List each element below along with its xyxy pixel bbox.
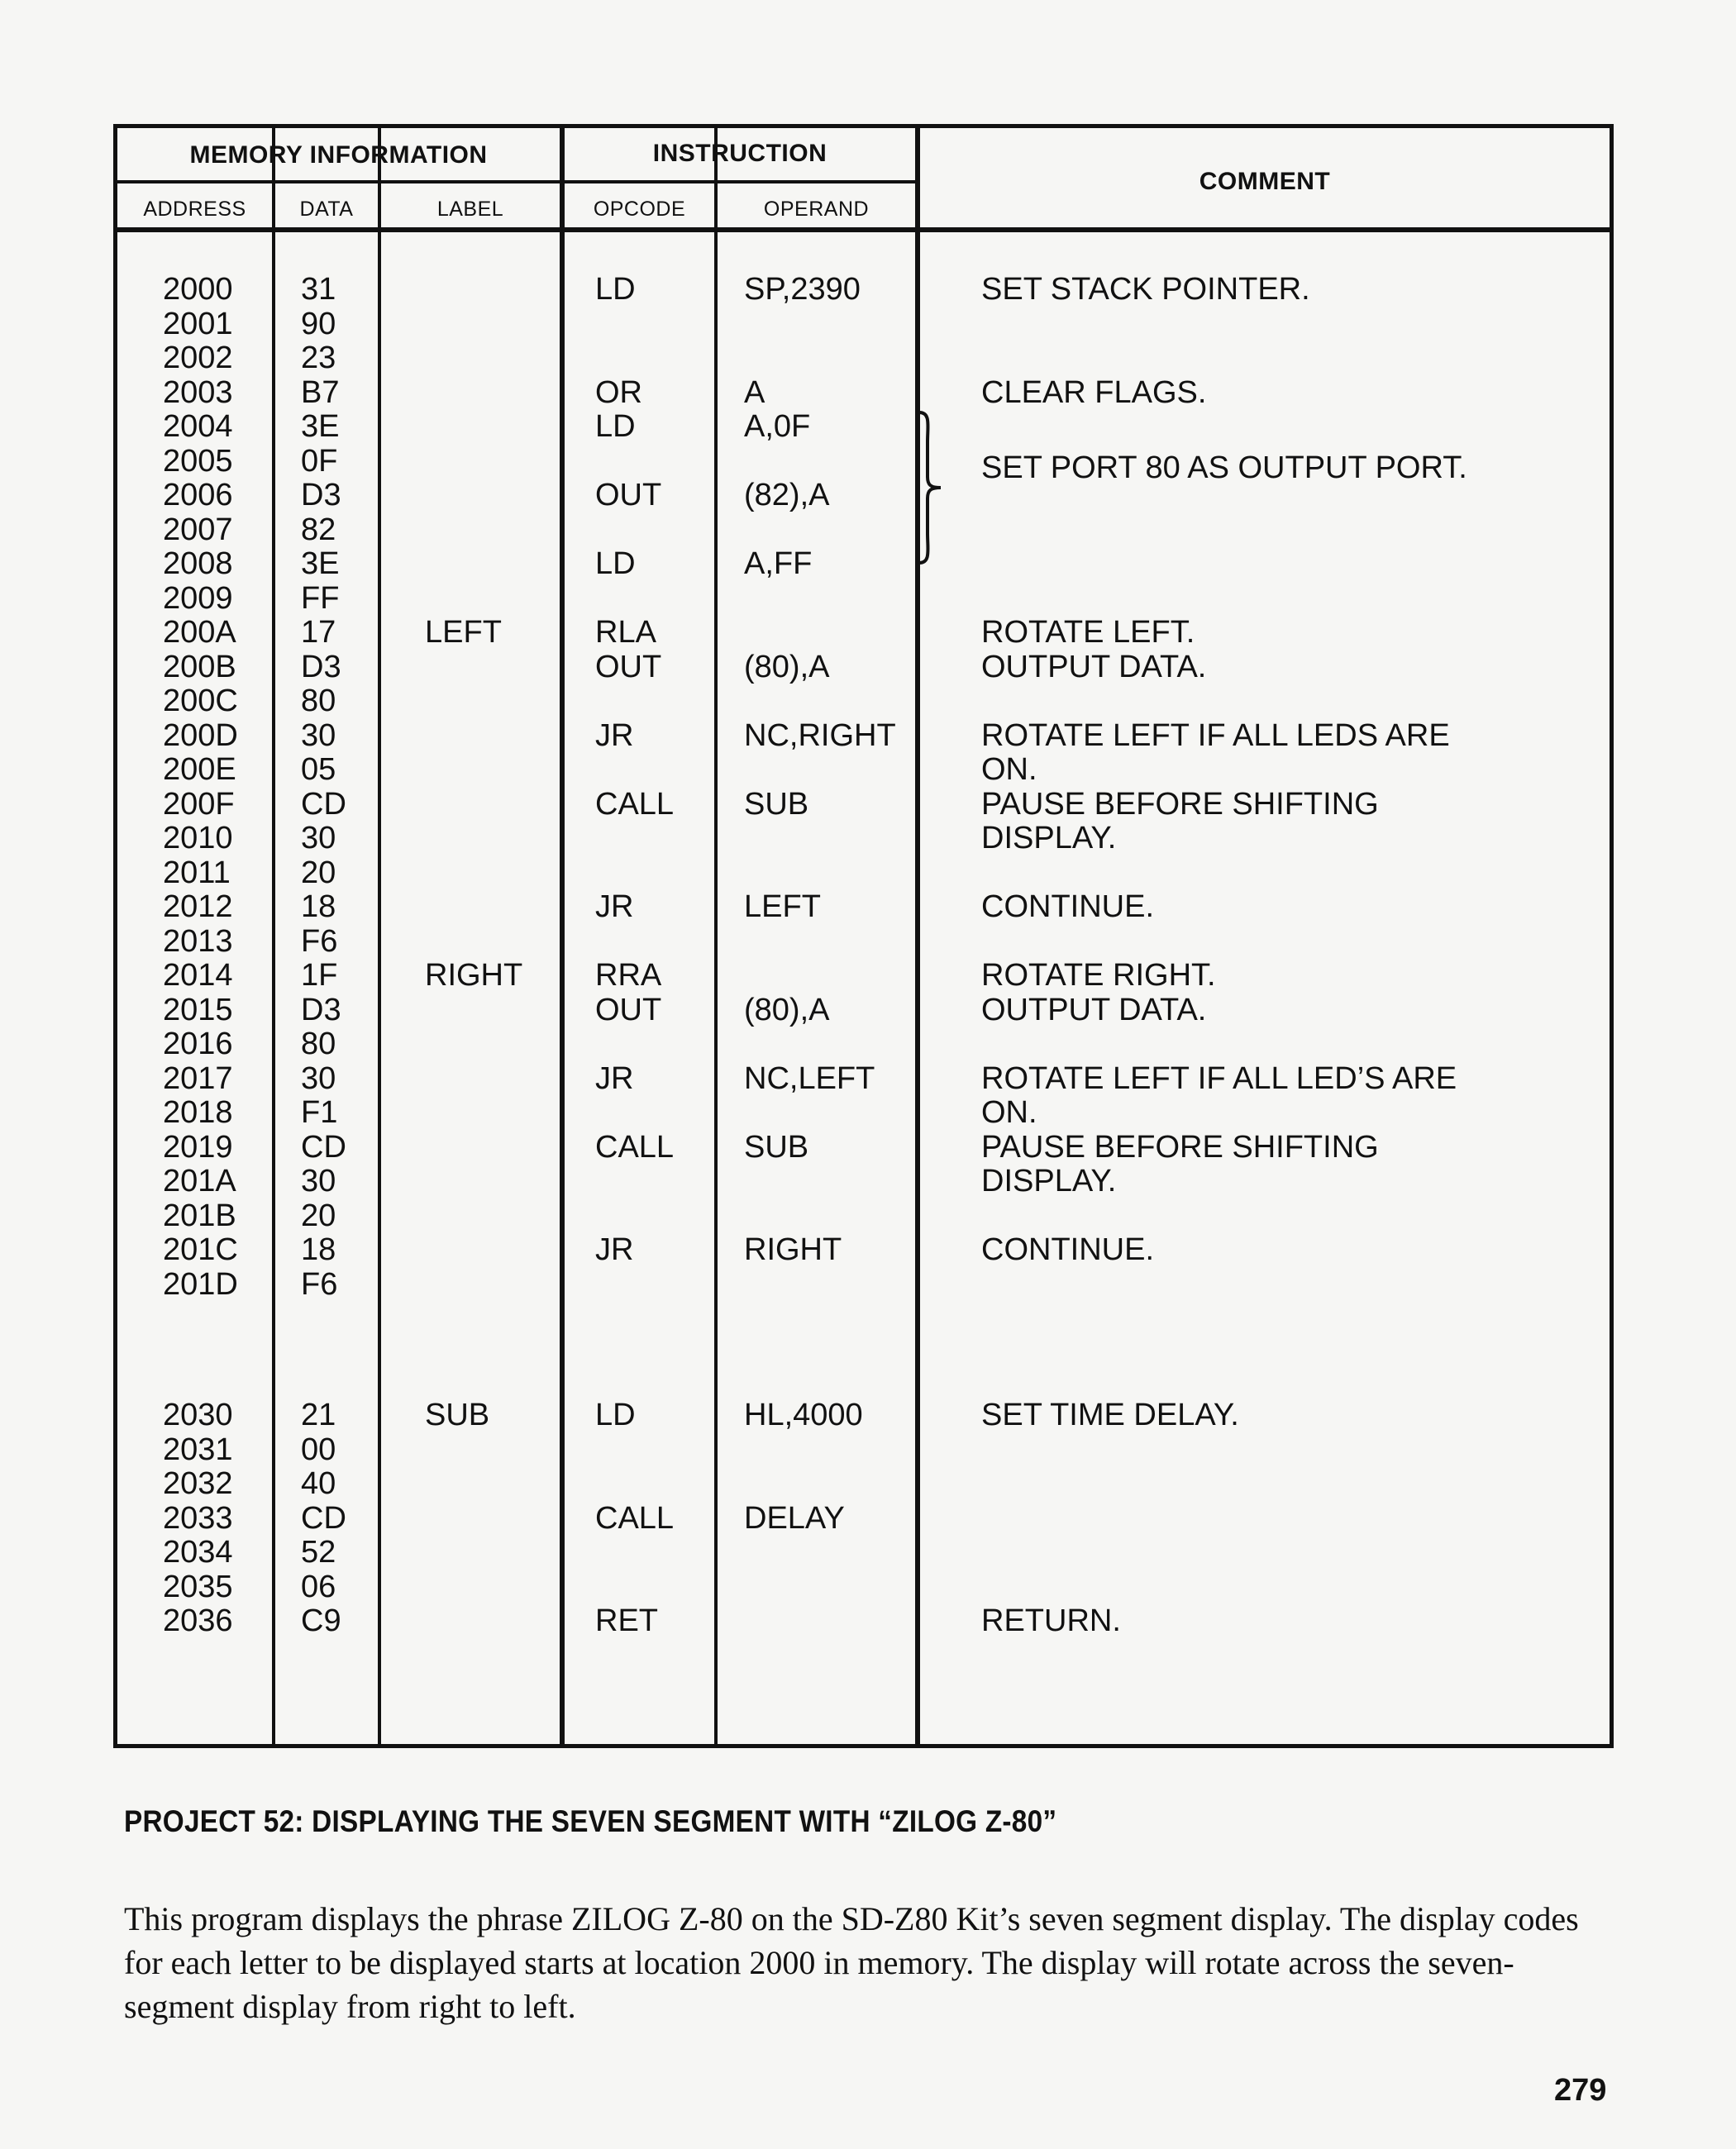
header-rule <box>117 180 917 183</box>
cell-address: 201D <box>163 1266 238 1302</box>
column-rule <box>272 128 275 1744</box>
cell-address: 2033 <box>163 1500 233 1536</box>
cell-data: 06 <box>301 1569 336 1604</box>
cell-address: 2000 <box>163 272 233 307</box>
cell-operand: A <box>744 374 765 410</box>
cell-comment: CONTINUE. <box>981 1232 1154 1267</box>
cell-data: CD <box>301 1129 346 1165</box>
cell-label: SUB <box>425 1398 490 1432</box>
cell-address: 2010 <box>163 821 233 855</box>
instruction-header: INSTRUCTION <box>652 140 827 167</box>
cell-data: 18 <box>301 1232 336 1267</box>
cell-comment: SET STACK POINTER. <box>981 272 1310 307</box>
cell-operand: (82),A <box>744 478 830 512</box>
cell-data: 40 <box>301 1466 336 1501</box>
cell-comment: CONTINUE. <box>981 889 1154 924</box>
cell-comment: PAUSE BEFORE SHIFTING <box>981 786 1379 822</box>
cell-address: 201B <box>163 1198 236 1233</box>
cell-comment: ON. <box>981 1095 1037 1130</box>
column-rule <box>714 128 718 1744</box>
cell-operand: RIGHT <box>744 1232 842 1267</box>
cell-operand: LEFT <box>744 889 821 924</box>
cell-comment: OUTPUT DATA. <box>981 992 1207 1027</box>
cell-address: 2036 <box>163 1603 233 1638</box>
cell-data: 23 <box>301 341 336 375</box>
cell-data: FF <box>301 580 340 616</box>
memory-information-header: MEMORY INFORMATION <box>189 141 488 169</box>
cell-data: 30 <box>301 1164 336 1198</box>
brace-comment: SET PORT 80 AS OUTPUT PORT. <box>981 450 1467 485</box>
cell-opcode: OUT <box>595 478 662 512</box>
cell-opcode: CALL <box>595 1129 675 1165</box>
address-column-header: ADDRESS <box>143 198 246 221</box>
cell-address: 2007 <box>163 512 233 547</box>
cell-opcode: JR <box>595 717 634 753</box>
cell-data: 82 <box>301 512 336 547</box>
cell-data: 0F <box>301 443 338 479</box>
cell-data: CD <box>301 786 346 822</box>
cell-comment: ROTATE RIGHT. <box>981 958 1216 993</box>
cell-opcode: JR <box>595 1060 634 1096</box>
column-rule <box>378 128 381 1744</box>
cell-data: 3E <box>301 409 340 444</box>
page-number: 279 <box>1554 2073 1607 2108</box>
cell-address: 201C <box>163 1232 238 1267</box>
project-description: This program displays the phrase ZILOG Z-80 on the SD-Z80 Kit’s seven segment display. The display codes for each letter to be displayed starts at location 2000 in memory. The display will rotate across the seven-segment display from right to left. <box>124 1900 1579 2025</box>
cell-data: 20 <box>301 855 336 890</box>
cell-data: 90 <box>301 306 336 341</box>
cell-data: B7 <box>301 374 340 410</box>
cell-operand: A,FF <box>744 546 813 581</box>
cell-data: 21 <box>301 1398 336 1432</box>
cell-data: 18 <box>301 889 336 924</box>
cell-operand: SUB <box>744 1129 809 1165</box>
cell-data: 80 <box>301 1027 336 1061</box>
cell-data: D3 <box>301 649 341 684</box>
cell-address: 2011 <box>163 855 231 890</box>
cell-data: 52 <box>301 1535 336 1570</box>
cell-address: 2004 <box>163 409 233 444</box>
cell-label: LEFT <box>425 615 502 650</box>
cell-label: RIGHT <box>425 958 523 993</box>
cell-address: 200F <box>163 786 235 822</box>
cell-opcode: OR <box>595 374 642 410</box>
cell-address: 2001 <box>163 306 233 341</box>
cell-operand: NC,RIGHT <box>744 717 896 753</box>
cell-data: 00 <box>301 1432 336 1467</box>
cell-data: 17 <box>301 615 336 650</box>
brace-bracket <box>916 409 949 566</box>
cell-opcode: CALL <box>595 1500 675 1536</box>
cell-data: 80 <box>301 684 336 718</box>
cell-data: 1F <box>301 958 338 993</box>
cell-address: 2006 <box>163 478 233 512</box>
cell-address: 2034 <box>163 1535 233 1570</box>
cell-data: D3 <box>301 992 341 1027</box>
cell-address: 2012 <box>163 889 233 924</box>
cell-comment: DISPLAY. <box>981 821 1117 855</box>
cell-opcode: JR <box>595 889 634 924</box>
cell-comment: CLEAR FLAGS. <box>981 374 1207 410</box>
cell-data: 30 <box>301 821 336 855</box>
data-column-header: DATA <box>299 198 354 221</box>
cell-operand: A,0F <box>744 409 811 444</box>
cell-operand: DELAY <box>744 1500 845 1536</box>
cell-data: 05 <box>301 752 336 787</box>
cell-operand: NC,LEFT <box>744 1060 875 1096</box>
cell-address: 2019 <box>163 1129 233 1165</box>
cell-data: 20 <box>301 1198 336 1233</box>
cell-address: 201A <box>163 1164 236 1198</box>
cell-opcode: CALL <box>595 786 675 822</box>
cell-comment: RETURN. <box>981 1603 1121 1638</box>
cell-comment: OUTPUT DATA. <box>981 649 1207 684</box>
cell-comment: SET TIME DELAY. <box>981 1398 1239 1432</box>
cell-comment: ROTATE LEFT IF ALL LED’S ARE <box>981 1060 1457 1096</box>
program-listing-table <box>113 124 1614 1748</box>
project-title: PROJECT 52: DISPLAYING THE SEVEN SEGMENT WITH “ZILOG Z-80” <box>124 1804 1057 1838</box>
cell-data: 3E <box>301 546 340 581</box>
cell-operand: (80),A <box>744 649 830 684</box>
cell-operand: SP,2390 <box>744 272 861 307</box>
column-rule <box>915 128 920 1744</box>
cell-address: 200A <box>163 615 236 650</box>
cell-address: 2003 <box>163 374 233 410</box>
cell-address: 2030 <box>163 1398 233 1432</box>
cell-address: 2014 <box>163 958 233 993</box>
cell-address: 2018 <box>163 1095 233 1130</box>
cell-data: 30 <box>301 1060 336 1096</box>
opcode-column-header: OPCODE <box>593 198 686 221</box>
comment-header: COMMENT <box>1199 168 1331 195</box>
cell-address: 2005 <box>163 443 233 479</box>
column-rule <box>560 128 565 1744</box>
cell-comment: DISPLAY. <box>981 1164 1117 1198</box>
cell-data: F6 <box>301 1266 338 1302</box>
cell-data: F6 <box>301 923 338 959</box>
cell-opcode: RET <box>595 1603 658 1638</box>
cell-address: 2015 <box>163 992 233 1027</box>
cell-address: 200C <box>163 684 238 718</box>
cell-address: 2002 <box>163 341 233 375</box>
cell-data: 31 <box>301 272 336 307</box>
cell-comment: PAUSE BEFORE SHIFTING <box>981 1129 1379 1165</box>
cell-address: 2032 <box>163 1466 233 1501</box>
cell-address: 2035 <box>163 1569 233 1604</box>
cell-comment: ROTATE LEFT IF ALL LEDS ARE <box>981 717 1450 753</box>
cell-data: CD <box>301 1500 346 1536</box>
cell-address: 2008 <box>163 546 233 581</box>
cell-comment: ON. <box>981 752 1037 787</box>
cell-comment: ROTATE LEFT. <box>981 615 1195 650</box>
cell-address: 2017 <box>163 1060 233 1096</box>
cell-opcode: LD <box>595 409 636 444</box>
cell-opcode: RLA <box>595 615 656 650</box>
cell-address: 2031 <box>163 1432 233 1467</box>
cell-data: C9 <box>301 1603 341 1638</box>
label-column-header: LABEL <box>436 198 504 221</box>
cell-operand: HL,4000 <box>744 1398 863 1432</box>
cell-data: D3 <box>301 478 341 512</box>
cell-opcode: JR <box>595 1232 634 1267</box>
cell-opcode: LD <box>595 546 636 581</box>
cell-opcode: OUT <box>595 649 662 684</box>
cell-address: 200E <box>163 752 236 787</box>
cell-opcode: LD <box>595 1398 636 1432</box>
cell-data: 30 <box>301 717 336 753</box>
header-rule <box>117 227 1610 232</box>
cell-address: 200D <box>163 717 238 753</box>
cell-address: 200B <box>163 649 236 684</box>
cell-opcode: LD <box>595 272 636 307</box>
cell-address: 2016 <box>163 1027 233 1061</box>
cell-data: F1 <box>301 1095 338 1130</box>
cell-opcode: RRA <box>595 958 662 993</box>
cell-operand: SUB <box>744 786 809 822</box>
operand-column-header: OPERAND <box>763 198 870 221</box>
cell-address: 2013 <box>163 923 233 959</box>
cell-operand: (80),A <box>744 992 830 1027</box>
cell-address: 2009 <box>163 580 233 616</box>
cell-opcode: OUT <box>595 992 662 1027</box>
